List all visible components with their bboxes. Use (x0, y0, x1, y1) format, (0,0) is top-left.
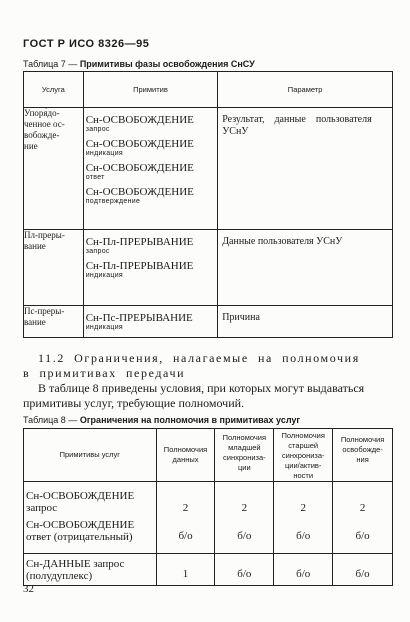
parameter-line: Причина (222, 312, 260, 323)
value: б/о (215, 554, 274, 586)
col-line: ции/актив- (285, 461, 322, 470)
table8-values-cell (215, 482, 274, 554)
value: б/о (178, 530, 193, 542)
service-line: ние (24, 141, 38, 151)
table8-values-cell (156, 482, 215, 554)
service-line: вание (24, 241, 46, 251)
primitive-sub: подтверждение (85, 198, 141, 205)
value: 1 (156, 554, 215, 586)
table8-names-cell (24, 554, 157, 586)
value: б/о (355, 530, 370, 542)
value: 2 (241, 502, 248, 514)
value: б/о (274, 554, 333, 586)
primitive-name: Сн-ОСВОБОЖДЕНИЕ (85, 114, 194, 126)
document-header: ГОСТ Р ИСО 8326—95 (23, 38, 150, 50)
table8-col-data-token (156, 429, 215, 482)
table7-col-primitive: Примитив (83, 72, 218, 108)
table8-caption (23, 415, 300, 425)
table7 (23, 71, 393, 338)
primitive-name: Сн-ОСВОБОЖДЕНИЕ (85, 186, 194, 198)
table8-title: Ограничения на полномочия в примитивах услуг (79, 415, 301, 425)
service-line: вание (24, 317, 46, 327)
col-line: Примитивы услуг (59, 450, 121, 459)
col-line: ции (238, 463, 251, 472)
table7-parameter-cell (218, 108, 393, 230)
table8-label: Таблица 8 — (23, 415, 78, 425)
parameter-line: Результат, данные пользователя (222, 114, 372, 125)
parameter-line: УСнУ (222, 126, 249, 137)
table7-label: Таблица 7 — (23, 59, 78, 69)
row-name: Сн-ОСВОБОЖДЕНИЕ (26, 490, 135, 502)
table8-col-minor-sync-token (215, 429, 274, 482)
col-line: Полномочия (340, 435, 385, 444)
row-name: Сн-ДАННЫЕ запрос (26, 558, 125, 570)
section-heading-line1: 11.2 Ограничения, налагаемые на полномочия (38, 351, 360, 365)
table8-header-row (24, 429, 393, 482)
table7-service-cell (24, 306, 84, 338)
table7-service-cell (24, 108, 84, 230)
table-row (24, 230, 393, 306)
service-line: Упоря́до- (24, 108, 60, 118)
col-line: Полномочия (222, 433, 267, 442)
table8-names-cell (24, 482, 157, 554)
table7-header-row (24, 72, 393, 108)
table7-title: Примитивы фазы освобождения СнСУ (79, 59, 255, 69)
row-sub: ответ (отрицательный) (26, 531, 133, 543)
primitive-sub: индикация (85, 150, 123, 157)
table8-col-major-sync-token (274, 429, 333, 482)
value: б/о (296, 530, 311, 542)
table8-body (24, 482, 393, 554)
paragraph-line1: В таблице 8 приведены условия, при которых могут выдаваться (38, 381, 365, 395)
table7-caption (23, 59, 255, 69)
row-name: Сн-ОСВОБОЖДЕНИЕ (26, 519, 135, 531)
table-row (24, 306, 393, 338)
table7-primitive-cell (83, 306, 218, 338)
col-line: младшей (228, 443, 261, 452)
table7-col-service: Услуга (24, 72, 84, 108)
service-line: ченное ос- (24, 119, 65, 129)
col-line: старшей (288, 441, 319, 450)
value: 2 (300, 502, 306, 514)
value: б/о (237, 530, 252, 542)
service-line: Пс-преры- (24, 306, 65, 316)
primitive-name: Сн-Пл-ПРЕРЫВАНИЕ (85, 236, 194, 248)
parameter-line: Данные пользователя УСнУ (222, 236, 343, 247)
primitive-sub: индикация (85, 324, 123, 331)
col-line: синхрониза- (281, 451, 325, 460)
col-line: Полномочия (281, 431, 325, 440)
primitive-sub: запрос (85, 126, 110, 133)
table7-primitive-cell (83, 230, 218, 306)
table-row (24, 554, 393, 586)
row-sub: (полудуплекс) (26, 570, 93, 582)
table8-col-release-token (333, 429, 393, 482)
primitive-name: Сн-ОСВОБОЖДЕНИЕ (85, 162, 194, 174)
primitive-sub: индикация (85, 272, 123, 279)
service-line: Пл-преры- (24, 230, 65, 240)
value: 2 (359, 502, 366, 514)
table8-values-cell (333, 482, 393, 554)
table7-parameter-cell (218, 306, 393, 338)
value: б/о (333, 554, 393, 586)
col-line: ния (356, 455, 369, 464)
service-line: вобожде- (24, 130, 60, 140)
col-line: ности (293, 471, 314, 480)
table7-service-cell (24, 230, 84, 306)
row-sub: запрос (26, 502, 58, 514)
primitive-sub: запрос (85, 248, 110, 255)
section-heading-line2: в примитивах передачи (23, 366, 186, 380)
table-row (24, 108, 393, 230)
col-line: освобожде- (342, 445, 383, 454)
table8-values-cell (274, 482, 333, 554)
primitive-name: Сн-Пс-ПРЕРЫВАНИЕ (85, 312, 193, 324)
primitive-name: Сн-ОСВОБОЖДЕНИЕ (85, 138, 194, 150)
table8-col-primitives (24, 429, 157, 482)
col-line: данных (172, 455, 199, 464)
table7-parameter-cell (218, 230, 393, 306)
col-line: синхрониза- (223, 453, 266, 462)
paragraph-line2: примитивы услуг, требующие полномочий. (23, 396, 245, 410)
table7-primitive-cell (83, 108, 218, 230)
primitive-sub: ответ (85, 174, 105, 181)
col-line: Полномочия (163, 445, 208, 454)
value: 2 (182, 502, 189, 514)
primitive-name: Сн-Пл-ПРЕРЫВАНИЕ (85, 260, 194, 272)
table7-col-parameter: Параметр (218, 72, 393, 108)
page-number: 32 (23, 583, 34, 595)
table8 (23, 428, 393, 586)
